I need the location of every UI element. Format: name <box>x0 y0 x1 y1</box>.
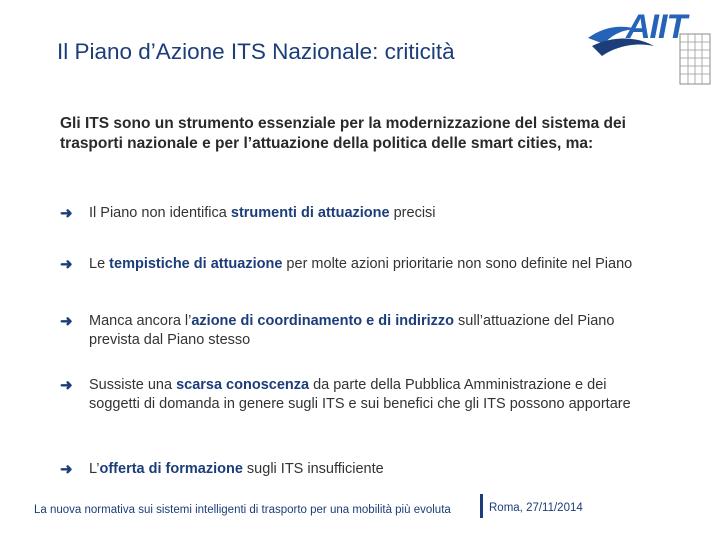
footer-divider <box>480 494 483 518</box>
bullet-text: Sussiste una <box>89 377 177 393</box>
bullet-highlight: scarsa conoscenza <box>176 377 310 393</box>
arrow-right-icon: ➜ <box>60 205 73 222</box>
footer-title: La nuova normativa sui sistemi intelligenti di trasporto per una mobilità più evoluta <box>34 504 451 516</box>
arrow-right-icon: ➜ <box>60 256 73 273</box>
bullet-text: sugli ITS insufficiente <box>242 461 384 477</box>
bullet-text: per molte azioni prioritarie non sono definite nel Piano <box>282 256 633 272</box>
arrow-right-icon: ➜ <box>60 377 73 394</box>
footer-date: Roma, 27/11/2014 <box>489 502 583 514</box>
bullet-highlight: tempistiche di attuazione <box>109 256 283 272</box>
aiit-logo <box>584 6 714 88</box>
arrow-right-icon: ➜ <box>60 313 73 330</box>
bullet-text: da parte della Pubblica Amministrazione e dei soggetti di domanda in genere sugli ITS e sui benefici che gli ITS possono apportare <box>89 377 631 412</box>
bullet-text: L’ <box>89 461 100 477</box>
bullet-highlight: azione di coordinamento e di indirizzo <box>191 313 454 329</box>
bullet-text: Il Piano non identifica <box>89 205 231 221</box>
bullet-text: sull’attuazione del Piano prevista dal Piano stesso <box>89 313 615 348</box>
slide-title: Il Piano d’Azione ITS Nazionale: criticità <box>57 39 455 64</box>
logo-text: AIIT <box>626 8 687 46</box>
intro-paragraph: Gli ITS sono un strumento essenziale per la modernizzazione del sistema dei trasporti nazionale e per l’attuazione della politica delle smart cities, ma: <box>60 115 626 152</box>
bullet-text: precisi <box>389 205 436 221</box>
bullet-text: Manca ancora l’ <box>89 313 192 329</box>
bullet-text: Le <box>89 256 110 272</box>
bullet-highlight: offerta di formazione <box>99 461 243 477</box>
arrow-right-icon: ➜ <box>60 461 73 478</box>
bullet-highlight: strumenti di attuazione <box>230 205 390 221</box>
